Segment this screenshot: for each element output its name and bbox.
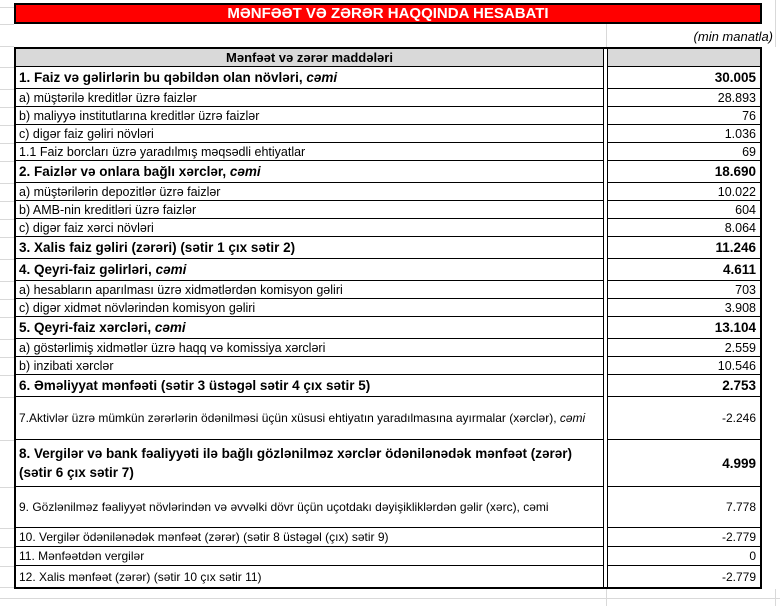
profit-loss-table bbox=[14, 47, 762, 589]
table-row[interactable] bbox=[16, 107, 760, 125]
row-label-text: 12. Xalis mənfəət (zərər) (sətir 10 çıx sətir 11) bbox=[19, 569, 262, 584]
row-label-text: 8. Vergilər və bank fəaliyyəti ilə bağlı gözlənilməz xərclər ödənilənədək mənfəət (zərər) (sətir 6 çıx sətir 7) bbox=[19, 446, 572, 480]
row-value[interactable]: 604 bbox=[607, 201, 760, 219]
row-label[interactable] bbox=[16, 317, 604, 339]
gridline bbox=[0, 219, 14, 220]
table-header-label: Mənfəət və zərər maddələri bbox=[16, 49, 604, 67]
row-value[interactable]: -2.246 bbox=[607, 397, 760, 440]
unit-note: (min manatla) bbox=[693, 29, 773, 44]
row-label[interactable] bbox=[16, 397, 604, 440]
row-label[interactable] bbox=[16, 183, 604, 201]
gridline bbox=[606, 589, 607, 606]
gridline bbox=[606, 24, 607, 47]
row-label[interactable] bbox=[16, 237, 604, 259]
row-value[interactable]: 2.753 bbox=[607, 375, 760, 397]
row-label-text: b) AMB-nin kreditləri üzrə faizlər bbox=[19, 202, 197, 217]
table-row[interactable] bbox=[16, 161, 760, 183]
row-label-text: 1. Faiz və gəlirlərin bu qəbildən olan növləri, bbox=[19, 70, 307, 85]
gridline bbox=[0, 24, 14, 25]
row-label-text: 1.1 Faiz borcları üzrə yaradılmış məqsədli ehtiyatlar bbox=[19, 144, 306, 159]
row-label-text: 5. Qeyri-faiz xərcləri, bbox=[19, 320, 155, 335]
row-label-italic-suffix: cəmi bbox=[155, 262, 187, 277]
table-row[interactable] bbox=[16, 487, 760, 528]
row-label[interactable] bbox=[16, 357, 604, 375]
table-row[interactable] bbox=[16, 67, 760, 89]
row-value[interactable]: -2.779 bbox=[607, 528, 760, 547]
row-label[interactable] bbox=[16, 487, 604, 528]
gridline bbox=[0, 357, 14, 358]
row-label[interactable] bbox=[16, 107, 604, 125]
row-value[interactable]: 3.908 bbox=[607, 299, 760, 317]
row-label[interactable] bbox=[16, 89, 604, 107]
row-value[interactable]: 30.005 bbox=[607, 67, 760, 89]
row-label[interactable] bbox=[16, 547, 604, 566]
table-row[interactable] bbox=[16, 397, 760, 440]
gridline bbox=[0, 375, 14, 376]
gridline bbox=[0, 237, 14, 238]
row-label[interactable] bbox=[16, 67, 604, 89]
row-value[interactable]: 1.036 bbox=[607, 125, 760, 143]
row-label-text: 11. Mənfəətdən vergilər bbox=[19, 549, 145, 563]
row-label-text: 6. Əməliyyat mənfəəti (sətir 3 üstəgəl sətir 4 çıx sətir 5) bbox=[19, 378, 371, 393]
row-value[interactable]: 11.246 bbox=[607, 237, 760, 259]
row-label[interactable] bbox=[16, 143, 604, 161]
row-value[interactable]: 4.999 bbox=[607, 440, 760, 487]
row-label-text: 4. Qeyri-faiz gəlirləri, bbox=[19, 262, 156, 277]
table-row[interactable] bbox=[16, 547, 760, 566]
gridline bbox=[0, 46, 14, 47]
gridline bbox=[0, 125, 14, 126]
table-header-row[interactable] bbox=[16, 49, 760, 67]
table-row[interactable] bbox=[16, 237, 760, 259]
table-row[interactable] bbox=[16, 566, 760, 587]
row-value[interactable]: 13.104 bbox=[607, 317, 760, 339]
row-label-italic-suffix: cəmi bbox=[229, 164, 261, 179]
table-row[interactable] bbox=[16, 143, 760, 161]
gridline bbox=[0, 107, 14, 108]
gridline bbox=[0, 397, 14, 398]
row-label-text: b) maliyyə institutlarına kreditlər üzrə faizlər bbox=[19, 108, 260, 123]
row-label-italic-suffix: cəmi bbox=[559, 411, 586, 425]
table-row[interactable] bbox=[16, 375, 760, 397]
row-label-text: b) inzibati xərclər bbox=[19, 358, 114, 373]
row-value[interactable]: -2.779 bbox=[607, 566, 760, 587]
gridline bbox=[0, 587, 14, 588]
table-row[interactable] bbox=[16, 201, 760, 219]
table-row[interactable] bbox=[16, 528, 760, 547]
row-value[interactable]: 0 bbox=[607, 547, 760, 566]
row-value[interactable]: 8.064 bbox=[607, 219, 760, 237]
gridline bbox=[0, 67, 14, 68]
row-label-text: a) müştərilə kreditlər üzrə faizlər bbox=[19, 90, 197, 105]
row-value[interactable]: 7.778 bbox=[607, 487, 760, 528]
gridline bbox=[0, 143, 14, 144]
row-label[interactable] bbox=[16, 259, 604, 281]
gridline bbox=[0, 528, 14, 529]
row-value[interactable]: 76 bbox=[607, 107, 760, 125]
table-row[interactable] bbox=[16, 357, 760, 375]
row-value[interactable]: 703 bbox=[607, 281, 760, 299]
row-label[interactable] bbox=[16, 281, 604, 299]
gridline bbox=[0, 201, 14, 202]
table-row[interactable] bbox=[16, 183, 760, 201]
row-label-text: 9. Gözlənilməz fəaliyyət növlərindən və əvvəlki dövr üçün uçotdakı dəyişikliklərdən gəlir (xərc), cəmi bbox=[19, 500, 549, 514]
gridline bbox=[0, 339, 14, 340]
table-row[interactable] bbox=[16, 317, 760, 339]
row-label[interactable] bbox=[16, 219, 604, 237]
gridline bbox=[0, 547, 14, 548]
table-row[interactable] bbox=[16, 259, 760, 281]
row-value[interactable]: 28.893 bbox=[607, 89, 760, 107]
row-value[interactable]: 4.611 bbox=[607, 259, 760, 281]
row-label[interactable] bbox=[16, 566, 604, 587]
row-label-text: a) hesabların aparılması üzrə xidmətlərdən komisyon gəliri bbox=[19, 282, 343, 297]
row-label[interactable] bbox=[16, 528, 604, 547]
gridline bbox=[0, 598, 780, 599]
table-row[interactable] bbox=[16, 125, 760, 143]
gridline bbox=[0, 487, 14, 488]
row-label[interactable] bbox=[16, 201, 604, 219]
row-label[interactable] bbox=[16, 125, 604, 143]
gridline bbox=[0, 89, 14, 90]
table-row[interactable] bbox=[16, 219, 760, 237]
table-row[interactable] bbox=[16, 440, 760, 487]
row-label-text: 2. Faizlər və onlara bağlı xərclər, bbox=[19, 164, 230, 179]
row-value[interactable]: 10.022 bbox=[607, 183, 760, 201]
table-row[interactable] bbox=[16, 339, 760, 357]
gridline bbox=[0, 161, 14, 162]
row-value[interactable]: 2.559 bbox=[607, 339, 760, 357]
row-label[interactable] bbox=[16, 375, 604, 397]
row-label-text: 3. Xalis faiz gəliri (zərəri) (sətir 1 çıx sətir 2) bbox=[19, 240, 296, 255]
row-value[interactable]: 10.546 bbox=[607, 357, 760, 375]
row-label[interactable] bbox=[16, 440, 604, 487]
gridline bbox=[0, 566, 14, 567]
gridline bbox=[0, 440, 14, 441]
gridline bbox=[0, 183, 14, 184]
table-header-value bbox=[607, 49, 760, 67]
row-label-text: c) digər faiz gəliri növləri bbox=[19, 126, 154, 141]
row-label[interactable] bbox=[16, 161, 604, 183]
row-label-text: c) digər faiz xərci növləri bbox=[19, 220, 154, 235]
table-row[interactable] bbox=[16, 89, 760, 107]
row-label-text: c) digər xidmət növlərindən komisyon gəliri bbox=[19, 300, 256, 315]
gridline bbox=[0, 317, 14, 318]
row-label-italic-suffix: cəmi bbox=[306, 70, 338, 85]
row-label[interactable] bbox=[16, 339, 604, 357]
table-row[interactable] bbox=[16, 299, 760, 317]
table-row[interactable] bbox=[16, 281, 760, 299]
gridline bbox=[0, 259, 14, 260]
report-title: MƏNFƏƏT VƏ ZƏRƏR HAQQINDA HESABATI bbox=[227, 5, 549, 22]
row-label-text: 10. Vergilər ödənilənədək mənfəət (zərər) (sətir 8 üstəgəl (çıx) sətir 9) bbox=[19, 530, 389, 544]
row-value[interactable]: 69 bbox=[607, 143, 760, 161]
gridline bbox=[0, 281, 14, 282]
report-title-bar[interactable] bbox=[14, 3, 762, 24]
gridline bbox=[0, 299, 14, 300]
row-value[interactable]: 18.690 bbox=[607, 161, 760, 183]
row-label-text: a) göstərlimiş xidmətlər üzrə haqq və komissiya xərcləri bbox=[19, 340, 326, 355]
row-label-text: a) müştərilərin depozitlər üzrə faizlər bbox=[19, 184, 221, 199]
gridline bbox=[0, 7, 14, 8]
row-label-italic-suffix: cəmi bbox=[154, 320, 186, 335]
gridline bbox=[775, 0, 776, 47]
row-label-text: 7.Aktivlər üzrə mümkün zərərlərin ödənilməsi üçün xüsusi ehtiyatın yaradılmasına ayırmalar (xərclər), bbox=[19, 411, 560, 425]
row-label[interactable] bbox=[16, 299, 604, 317]
gridline bbox=[775, 589, 776, 606]
